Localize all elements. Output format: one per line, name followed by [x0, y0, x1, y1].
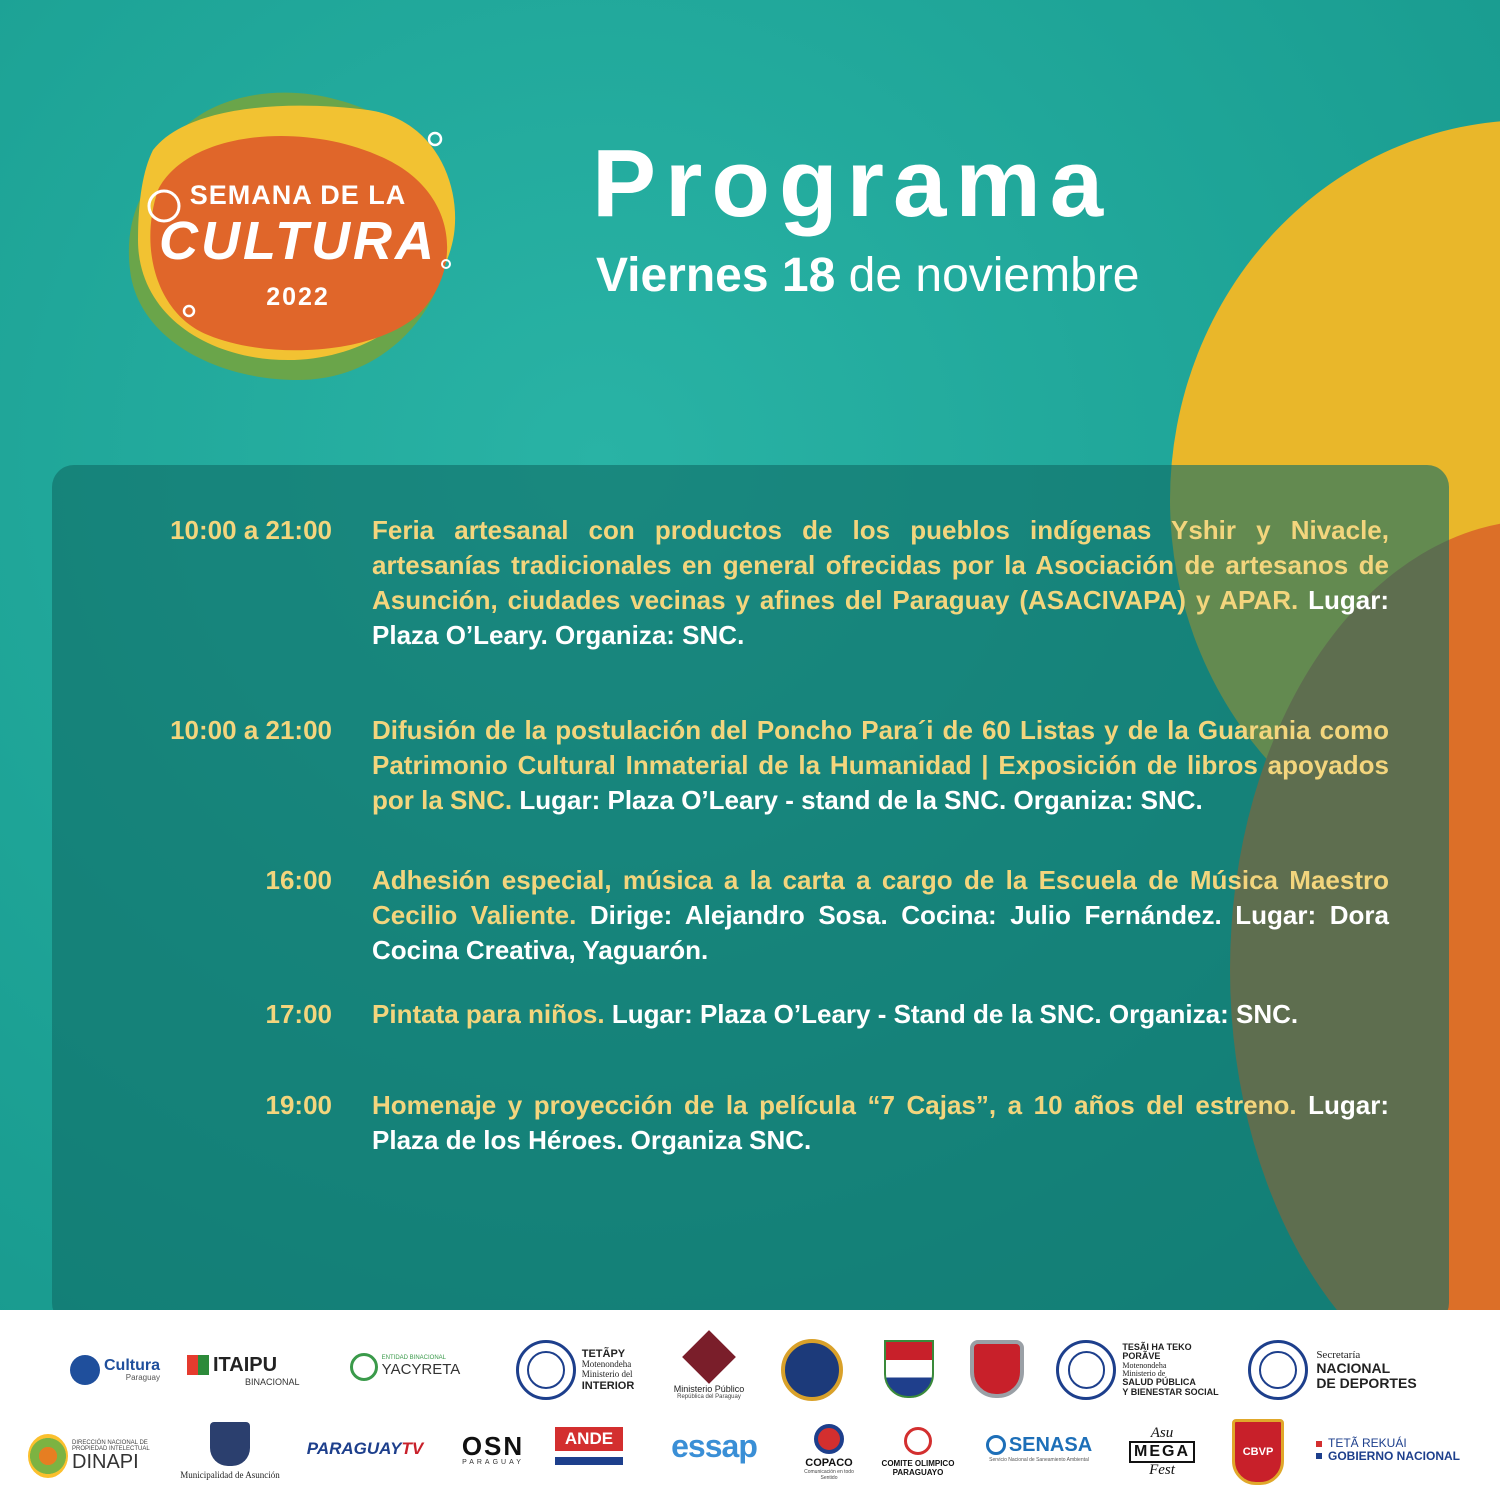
itaipu-icon	[187, 1355, 209, 1375]
senasa-name: SENASA	[1008, 1433, 1093, 1456]
interior-line-1: TETÃPY	[581, 1348, 626, 1361]
paraguaytv-tv: TV	[401, 1439, 424, 1458]
deportes-line-2: NACIONAL	[1316, 1360, 1391, 1377]
paraguaytv-name: PARAGUAY	[306, 1439, 402, 1458]
sponsor-yacyreta-small: ENTIDAD BINACIONAL	[381, 1355, 447, 1362]
deportes-line-1: Secretaría	[1316, 1348, 1361, 1361]
event-description	[372, 513, 1389, 653]
event-description	[372, 713, 1389, 818]
olympic-lion-icon	[904, 1427, 932, 1455]
essap-name: essap	[671, 1427, 757, 1464]
osn-name: OSN	[461, 1430, 525, 1461]
schedule-panel	[52, 465, 1449, 1325]
paraguay-flag-icon	[1316, 1441, 1322, 1459]
sponsor-ministerio-salud	[1055, 1338, 1220, 1402]
police-badge-icon	[970, 1340, 1024, 1398]
interior-line-2: Motenondeha	[581, 1359, 632, 1370]
salud-seal-icon	[1056, 1340, 1116, 1400]
event-description	[372, 997, 1389, 1032]
sponsor-ministerio-interior	[505, 1338, 645, 1402]
deportes-line-3: DE DEPORTES	[1316, 1374, 1417, 1391]
cbvp-name: CBVP	[1242, 1446, 1274, 1458]
dinapi-small: DIRECCIÓN NACIONAL DE PROPIEDAD INTELECTUAL	[72, 1440, 150, 1452]
sponsor-senasa	[983, 1426, 1095, 1470]
date-subtitle	[596, 249, 1140, 302]
sponsor-itaipu	[187, 1350, 312, 1390]
interior-line-3: Ministerio del	[581, 1369, 633, 1379]
megafest-line-2: MEGA	[1129, 1441, 1195, 1463]
salud-line-6: Y BIENESTAR SOCIAL	[1122, 1386, 1219, 1397]
interior-seal-icon	[516, 1340, 576, 1400]
sponsor-cbvp	[1226, 1414, 1290, 1490]
logo-line-2: CULTURA	[159, 211, 437, 271]
municipalidad-name: Municipalidad de Asunción	[180, 1470, 280, 1480]
event-time: 16:00	[265, 865, 332, 895]
ministerio-publico-line-2: República del Paraguay	[677, 1394, 741, 1400]
interior-line-4: INTERIOR	[581, 1379, 635, 1392]
salud-line-3: Motenondeha	[1122, 1360, 1167, 1370]
event-description	[372, 863, 1389, 968]
gobierno-line-2: GOBIERNO NACIONAL	[1328, 1449, 1460, 1463]
sponsor-secretaria-deportes	[1240, 1338, 1425, 1402]
megafest-line-1: Asu	[1150, 1425, 1174, 1442]
sponsor-paraguay-tv	[300, 1434, 430, 1464]
ande-stripe	[555, 1457, 623, 1465]
sponsor-asu-mega-fest	[1122, 1414, 1202, 1490]
municipalidad-shield-icon	[210, 1422, 250, 1466]
salud-line-5: SALUD PÚBLICA	[1122, 1377, 1196, 1388]
event-time: 17:00	[265, 999, 332, 1029]
sponsor-ministerio-publico	[664, 1334, 754, 1404]
event-details: Lugar: Plaza O’Leary - Stand de la SNC. Organiza: SNC.	[611, 999, 1299, 1029]
sponsor-itaipu-sub: BINACIONAL	[245, 1376, 300, 1387]
sponsor-escudo-militar	[878, 1336, 940, 1402]
event-details: Dirige: Alejandro Sosa. Cocina: Julio Fernández. Lugar: Dora Cocina Creativa, Yaguarón.	[372, 900, 1389, 965]
sponsor-ande	[555, 1426, 623, 1466]
sponsor-copaco	[800, 1414, 858, 1490]
event-title: Pintata para niños.	[372, 999, 605, 1029]
dinapi-gears-icon	[28, 1434, 68, 1478]
yacyreta-icon	[350, 1353, 378, 1381]
event-time: 10:00 a 21:00	[170, 515, 332, 545]
sponsor-yacyreta-name: YACYRETA	[381, 1361, 461, 1379]
deportes-seal-icon	[1248, 1340, 1308, 1400]
logo-year: 2022	[266, 283, 330, 311]
sponsors-footer	[0, 1310, 1500, 1500]
salud-line-2: PORÃVE	[1122, 1351, 1161, 1362]
copaco-icon	[814, 1424, 844, 1454]
senasa-sub: Servicio Nacional de Saneamiento Ambiental	[989, 1456, 1089, 1463]
sponsor-cultura-name: Cultura	[104, 1357, 160, 1374]
comite-olimpico-line-2: PARAGUAYO	[892, 1468, 944, 1477]
sponsor-senad	[780, 1338, 844, 1402]
sponsor-gobierno-nacional	[1316, 1432, 1478, 1468]
ministerio-publico-line-1: Ministerio Público	[673, 1384, 745, 1394]
copaco-sub: Comunicación en todo Sentido	[804, 1468, 854, 1481]
event-title: Difusión de la postulación del Poncho Para´i de 60 Listas y de la Guarania como Patrimonio Cultural Inmaterial de la Humanidad | Exposición de libros apoyados por la SNC.	[372, 715, 1389, 815]
copaco-name: COPACO	[805, 1456, 853, 1469]
ande-name: ANDE	[555, 1427, 623, 1451]
osn-sub: PARAGUAY	[462, 1458, 524, 1466]
event-time: 10:00 a 21:00	[170, 715, 332, 745]
event-title: Homenaje y proyección de la película “7 Cajas”, a 10 años del estreno.	[372, 1090, 1297, 1120]
event-details: Lugar: Plaza O’Leary - stand de la SNC. Organiza: SNC.	[519, 785, 1203, 815]
salud-line-1: TESÃI HA TEKO	[1122, 1341, 1192, 1352]
event-description	[372, 1088, 1389, 1158]
sponsor-essap	[650, 1426, 778, 1466]
sponsor-comite-olimpico	[876, 1414, 960, 1490]
event-title: Feria artesanal con productos de los pueblos indígenas Yshir y Nivacle, artesanías tradicionales en general ofrecidas por la Asociación de artesanos de Asunción, ciudades vecinas y afines del Paraguay (ASACIVAPA) y APAR.	[372, 515, 1389, 615]
sponsor-osn	[458, 1424, 528, 1474]
senasa-icon	[986, 1435, 1006, 1455]
date-day: Viernes 18	[596, 249, 836, 302]
event-title: Adhesión especial, música a la carta a cargo de la Escuela de Música Maestro Cecilio Valiente.	[372, 865, 1389, 930]
cbvp-shield-icon	[1232, 1419, 1284, 1485]
sponsor-policia	[966, 1338, 1028, 1400]
cultura-flower-icon	[70, 1355, 100, 1385]
military-shield-icon	[884, 1340, 934, 1398]
salud-line-4: Ministerio de	[1122, 1369, 1166, 1378]
sponsor-dinapi	[28, 1426, 156, 1486]
page-title: Programa	[592, 130, 1113, 237]
logo-line-1: SEMANA DE LA	[189, 180, 407, 210]
semana-cultura-logo	[118, 80, 478, 385]
event-details: Lugar: Plaza O’Leary. Organiza: SNC.	[372, 585, 1389, 650]
comite-olimpico-line-1: COMITE OLIMPICO	[881, 1459, 955, 1468]
sponsor-yacyreta	[335, 1350, 475, 1384]
megafest-line-3: Fest	[1149, 1461, 1175, 1478]
sponsor-cultura-sub: Paraguay	[125, 1373, 160, 1382]
ministerio-publico-icon	[682, 1330, 736, 1384]
event-details: Lugar: Plaza de los Héroes. Organiza SNC.	[372, 1090, 1389, 1155]
senad-seal-icon	[781, 1339, 843, 1401]
sponsor-municipalidad	[175, 1416, 285, 1486]
dinapi-name: DINAPI	[72, 1451, 139, 1473]
gobierno-line-1: TETÃ REKUÁI	[1328, 1435, 1407, 1450]
date-month: de noviembre	[848, 249, 1140, 302]
event-time: 19:00	[265, 1090, 332, 1120]
sponsor-itaipu-name: ITAIPU	[213, 1353, 278, 1376]
sponsor-cultura	[70, 1338, 160, 1402]
